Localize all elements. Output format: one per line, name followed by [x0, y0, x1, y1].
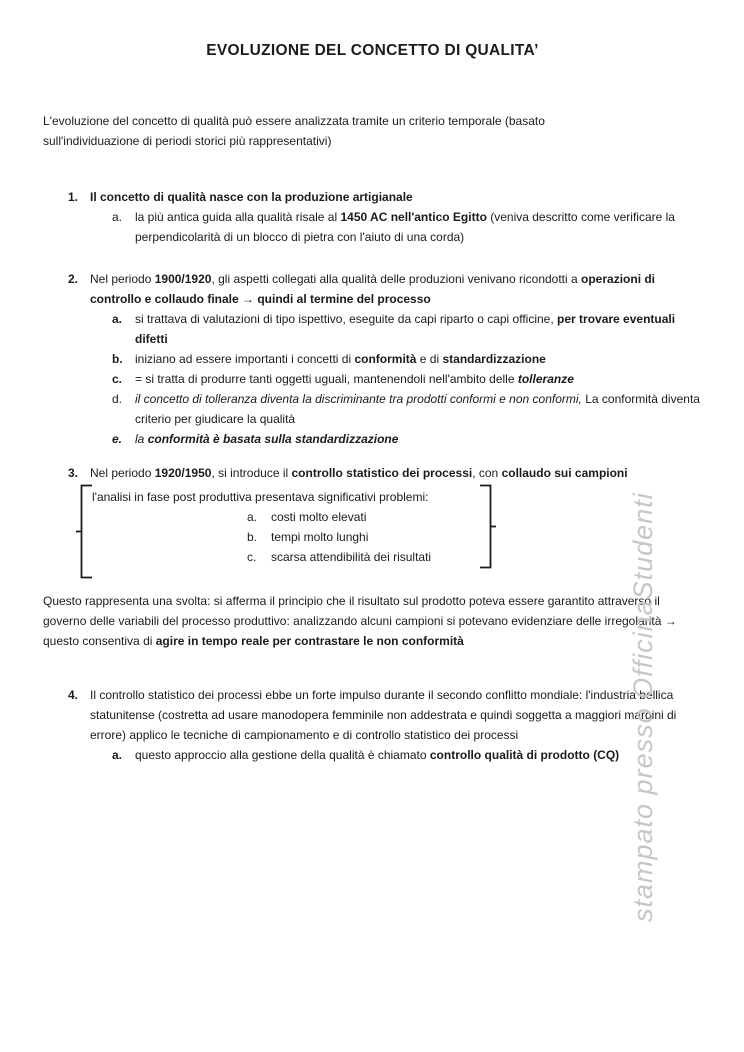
list-item-2-number: 2. — [68, 272, 79, 286]
list-item-2b-text: iniziano ad essere importanti i concetti di conformità e di standardizzazione — [135, 352, 546, 366]
list-item-4a — [112, 745, 702, 765]
list-item-2d-label: d. — [112, 392, 123, 406]
list-item-2c-text: = si tratta di produrre tanti oggetti uguali, mantenendoli nell'ambito delle tolleranze — [135, 372, 574, 386]
list-item-1a-label: a. — [112, 210, 123, 224]
page-title: EVOLUZIONE DEL CONCETTO DI QUALITA’ — [206, 42, 539, 59]
list-item-4 — [68, 685, 702, 745]
list-item-2a-label: a. — [112, 312, 123, 326]
list-item-2e-label: e. — [112, 432, 123, 446]
list-item-4a-label: a. — [112, 748, 123, 762]
list-item-1-text: Il concetto di qualità nasce con la produzione artigianale — [90, 190, 413, 204]
document-content — [43, 0, 702, 765]
list-item-1a-text: la più antica guida alla qualità risale al 1450 AC nell'antico Egitto (veniva descritto come verificare la perpendicolarità di un blocco di pietra con l'aiuto di una corda) — [135, 210, 675, 244]
bracket-note-item-b — [247, 527, 510, 547]
list-item-4a-text: questo approccio alla gestione della qualità è chiamato controllo qualità di prodotto (CQ) — [135, 748, 620, 762]
list-item-3-number: 3. — [68, 466, 79, 480]
bracket-note-item-a — [247, 507, 510, 527]
list-item-2b-label: b. — [112, 352, 123, 366]
watermark-text: stampato presso OfficinaStudenti — [628, 492, 658, 922]
list-item-1a — [112, 207, 702, 247]
list-item-3-text: Nel periodo 1920/1950, si introduce il controllo statistico dei processi, con collaudo sui campioni — [90, 466, 628, 480]
list-item-2e-text: la conformità è basata sulla standardizzazione — [135, 432, 399, 446]
bracket-note-header: l'analisi in fase post produttiva presentava significativi problemi: — [92, 490, 429, 504]
left-bracket-drawing — [76, 484, 94, 580]
list-item-1-number: 1. — [68, 190, 79, 204]
list-item-4-number: 4. — [68, 688, 79, 702]
list-item-2d — [112, 389, 702, 429]
list-item-2c — [112, 369, 702, 389]
list-item-2a — [112, 309, 702, 349]
bracket-note-block — [90, 487, 510, 577]
list-item-2b — [112, 349, 702, 369]
list-item-2e — [112, 429, 702, 449]
list-item-4-text: Il controllo statistico dei processi ebbe un forte impulso durante il secondo conflitto mondiale: l'industria bellica statunitense (costretta ad usare manodopera femminile non addestrata e quindi soggetta a maggiori margini di errore) applico le tecniche di campionamento e di controllo statistico dei processi — [90, 688, 677, 742]
list-item-3 — [68, 463, 702, 483]
list-item-2d-text: il concetto di tolleranza diventa la discriminante tra prodotti conformi e non conformi, La conformità diventa criterio per giudicare la qualità — [135, 392, 700, 426]
list-item-2a-text: si trattava di valutazioni di tipo ispettivo, eseguite da capi riparto o capi officine, per trovare eventuali difetti — [135, 312, 676, 346]
bracket-note-item-b-label: b. — [247, 530, 258, 544]
bracket-note-item-c — [247, 547, 510, 567]
turning-point-paragraph: Questo rappresenta una svolta: si afferma il principio che il risultato sul prodotto poteva essere garantito attraverso il governo delle variabili del processo produttivo: analizzando alcuni campioni si potevano evidenziare delle irregolarità → questo consentiva di agire in tempo reale per contrastare le non conformità — [43, 594, 677, 648]
bracket-note-item-b-text: tempi molto lunghi — [271, 530, 369, 544]
bracket-note-item-a-label: a. — [247, 510, 258, 524]
right-bracket-drawing — [478, 484, 496, 570]
bracket-note-item-a-text: costi molto elevati — [271, 510, 367, 524]
bracket-note-item-c-text: scarsa attendibilità dei risultati — [271, 550, 432, 564]
bracket-note-item-c-label: c. — [247, 550, 257, 564]
list-item-2 — [68, 269, 702, 309]
list-item-2c-label: c. — [112, 372, 123, 386]
list-item-1 — [68, 187, 702, 207]
intro-paragraph: L'evoluzione del concetto di qualità può essere analizzata tramite un criterio temporale (basato sull'individuazione di periodi storici più rappresentativi) — [43, 114, 545, 148]
list-item-2-text: Nel periodo 1900/1920, gli aspetti collegati alla qualità delle produzioni venivano ricondotti a operazioni di controllo e collaudo finale → quindi al termine del processo — [90, 272, 656, 306]
